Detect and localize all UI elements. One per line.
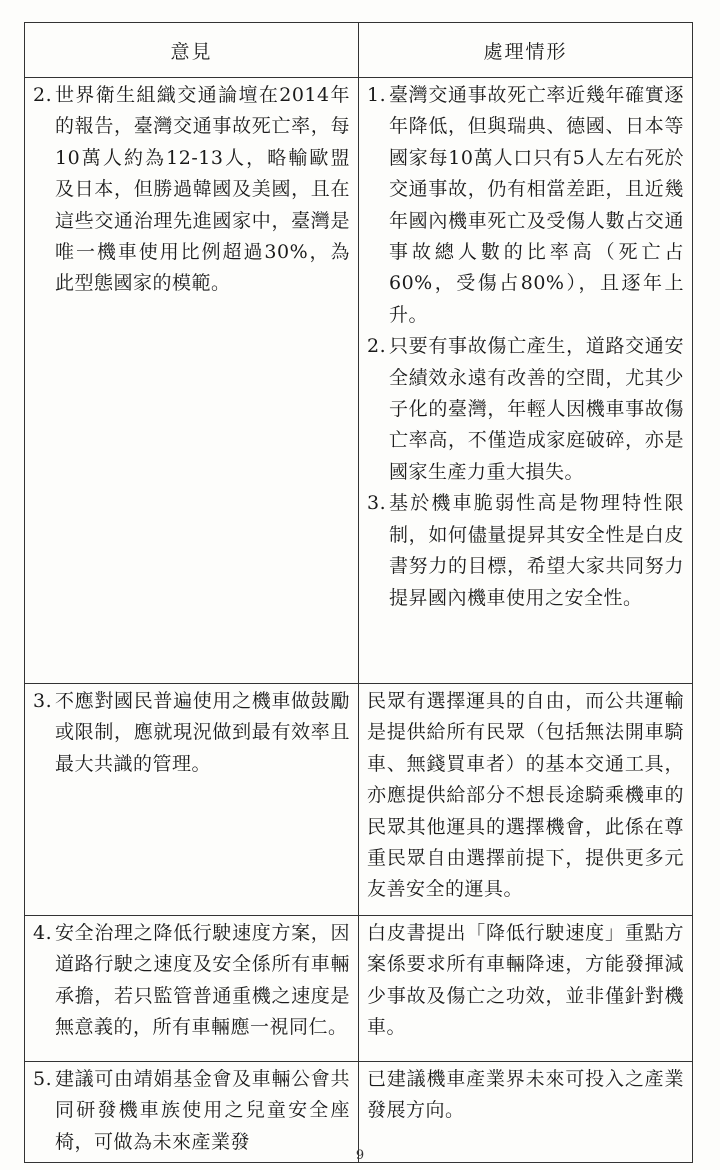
header-opinion: 意見 — [25, 23, 359, 78]
response-cell — [359, 78, 693, 684]
table-row — [25, 684, 693, 916]
item-text: 臺灣交通事故死亡率近幾年確實逐年降低，但與瑞典、德國、日本等國家每10萬人口只有5人左右死於交通事故，仍有相當差距，且近幾年國內機車死亡及受傷人數占交通事故總人數的比率高（死亡占60%，受傷占80%），且逐年上升。 — [389, 84, 684, 326]
item-number: 4. — [33, 922, 53, 944]
opinion-item — [33, 80, 350, 300]
opinion-cell — [25, 916, 359, 1062]
item-number: 2. — [367, 335, 387, 358]
opinion-item — [33, 918, 350, 1044]
opinion-cell — [25, 78, 359, 684]
opinion-item — [33, 1064, 350, 1158]
response-cell — [359, 684, 693, 916]
response-item — [367, 80, 684, 331]
response-item — [367, 331, 684, 488]
item-number: 3. — [367, 492, 387, 515]
table-header-row — [25, 23, 693, 78]
item-number: 2. — [33, 84, 53, 106]
opinion-item — [33, 686, 350, 780]
table-row — [25, 916, 693, 1062]
item-number: 3. — [33, 690, 53, 712]
opinion-response-table — [24, 22, 693, 1163]
item-number: 5. — [33, 1068, 53, 1090]
response-text: 民眾有選擇運具的自由，而公共運輸是提供給所有民眾（包括無法開車騎車、無錢買車者）的基本交通工具，亦應提供給部分不想長途騎乘機車的民眾其他運具的選擇機會，此係在尊重民眾自由選擇前提下，提供更多元友善安全的運具。 — [367, 690, 684, 901]
item-text: 建議可由靖娟基金會及車輛公會共同研發機車族使用之兒童安全座椅，可做為未來產業發 — [55, 1068, 350, 1153]
item-text: 安全治理之降低行駛速度方案，因道路行駛之速度及安全係所有車輛承擔，若只監管普通重機之速度是無意義的，所有車輛應一視同仁。 — [55, 922, 350, 1039]
opinion-cell — [25, 684, 359, 916]
item-text: 只要有事故傷亡產生，道路交通安全績效永遠有改善的空間，尤其少子化的臺灣，年輕人因機車事故傷亡率高，不僅造成家庭破碎，亦是國家生產力重大損失。 — [389, 335, 684, 483]
page-number: 9 — [355, 1148, 365, 1163]
header-handling: 處理情形 — [359, 23, 693, 78]
response-item — [367, 488, 684, 614]
item-text: 基於機車脆弱性高是物理特性限制，如何儘量提昇其安全性是白皮書努力的目標，希望大家共同努力提昇國內機車使用之安全性。 — [389, 492, 684, 609]
response-text: 白皮書提出「降低行駛速度」重點方案係要求所有車輛降速，方能發揮減少事故及傷亡之功效，並非僅針對機車。 — [367, 922, 684, 1039]
item-text: 不應對國民普遍使用之機車做鼓勵或限制，應就現況做到最有效率且最大共識的管理。 — [55, 690, 350, 775]
table-row — [25, 78, 693, 684]
response-text: 已建議機車產業界未來可投入之產業發展方向。 — [367, 1068, 684, 1122]
item-number: 1. — [367, 84, 387, 106]
response-cell — [359, 916, 693, 1062]
item-text: 世界衛生組織交通論壇在2014年的報告，臺灣交通事故死亡率，每10萬人約為12-13人，略輸歐盟及日本，但勝過韓國及美國，且在這些交通治理先進國家中，臺灣是唯一機車使用比例超過30%，為此型態國家的模範。 — [55, 84, 350, 295]
